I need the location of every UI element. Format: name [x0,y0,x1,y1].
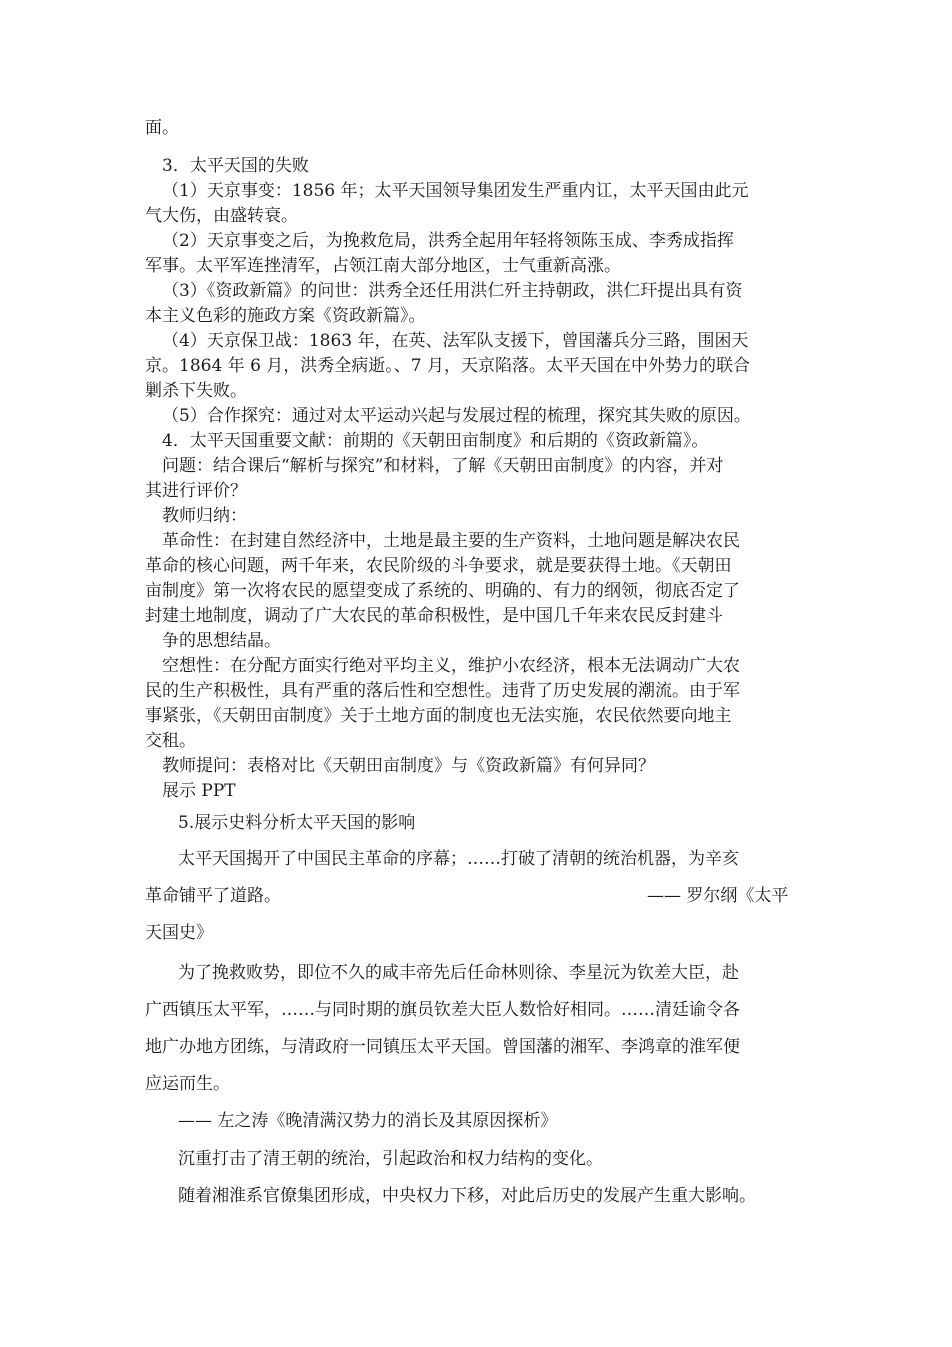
text-line: 气大伤，由盛转衰。 [145,206,298,226]
text-line: （3）《资政新篇》的问世：洪秀全还任用洪仁歼主持朝政，洪仁玕提出具有资 [162,281,743,301]
text-line: （4）天京保卫战：1863 年，在英、法军队支援下，曾国藩兵分三路，围困天 [162,331,749,351]
text-line: 革命性：在封建自然经济中，土地是最主要的生产资料，土地问题是解决农民 [162,531,740,551]
text-line: 其进行评价？ [145,481,247,501]
text-line: 教师归纳： [162,506,247,526]
quote-line: 太平天国揭开了中国民主革命的序幕；……打破了清朝的统治机器，为辛亥 [178,849,739,869]
quote-attribution: 天国史》 [145,923,213,943]
text-line: 展示 PPT [162,781,236,801]
text-line: 亩制度》第一次将农民的愿望变成了系统的、明确的、有力的纲领，彻底否定了 [145,581,740,601]
text-line: 问题：结合课后“解析与探究”和材料，了解《天朝田亩制度》的内容，并对 [162,456,724,476]
text-line: 沉重打击了清王朝的统治，引起政治和权力结构的变化。 [178,1149,603,1169]
text-line: （5）合作探究：通过对太平运动兴起与发展过程的梳理，探究其失败的原因。 [162,406,751,426]
section-heading: 5.展示史料分析太平天国的影响 [178,813,416,833]
text-line: 京。1864 年 6 月，洪秀全病逝。、7 月，天京陷落。太平天国在中外势力的联合 [145,356,751,376]
text-line: 面。 [145,118,179,138]
text-line: 争的思想结晶。 [162,631,281,651]
text-line: 交租。 [145,731,196,751]
text-line: 民的生产积极性，具有严重的落后性和空想性。违背了历史发展的潮流。由于军 [145,681,740,701]
section-heading: 3．太平天国的失败 [162,156,309,176]
text-line: 封建土地制度，调动了广大农民的革命积极性，是中国几千年来农民反封建斗 [145,606,723,626]
quote-line: 地广办地方团练，与清政府一同镇压太平天国。曾国藩的湘军、李鸿章的淮军便 [145,1037,740,1057]
text-line: 教师提问：表格对比《天朝田亩制度》与《资政新篇》有何异同？ [162,756,655,776]
text-line: （1）天京事变：1856 年；太平天国领导集团发生严重内讧，太平天国由此元 [162,181,749,201]
quote-attribution: —— 罗尔纲《太平 [647,886,789,906]
quote-line: 应运而生。 [145,1074,230,1094]
text-line: 革命的核心问题，两千年来，农民阶级的斗争要求，就是要获得土地。《天朝田 [145,556,732,576]
quote-line: 革命铺平了道路。 [145,886,281,906]
text-line: 军事。太平军连挫清军，占领江南大部分地区，士气重新高涨。 [145,256,621,276]
text-line: （2）天京事变之后，为挽救危局，洪秀全起用年轻将领陈玉成、李秀成指挥 [162,231,734,251]
text-line: 剿杀下失败。 [145,381,247,401]
quote-line: 广西镇压太平军，……与同时期的旗员钦差大臣人数恰好相同。……清廷谕令各 [145,1000,740,1020]
section-heading: 4．太平天国重要文献：前期的《天朝田亩制度》和后期的《资政新篇》。 [162,431,709,451]
text-line: 空想性：在分配方面实行绝对平均主义，维护小农经济，根本无法调动广大农 [162,656,740,676]
quote-attribution: —— 左之涛《晚清满汉势力的消长及其原因探析》 [178,1111,558,1131]
quote-line: 为了挽救败势，即位不久的咸丰帝先后任命林则徐、李星沅为钦差大臣，赴 [178,963,739,983]
text-line: 事紧张，《天朝田亩制度》关于土地方面的制度也无法实施，农民依然要向地主 [145,706,732,726]
text-line: 随着湘淮系官僚集团形成，中央权力下移，对此后历史的发展产生重大影响。 [178,1186,756,1206]
text-line: 本主义色彩的施政方案《资政新篇》。 [145,306,426,326]
